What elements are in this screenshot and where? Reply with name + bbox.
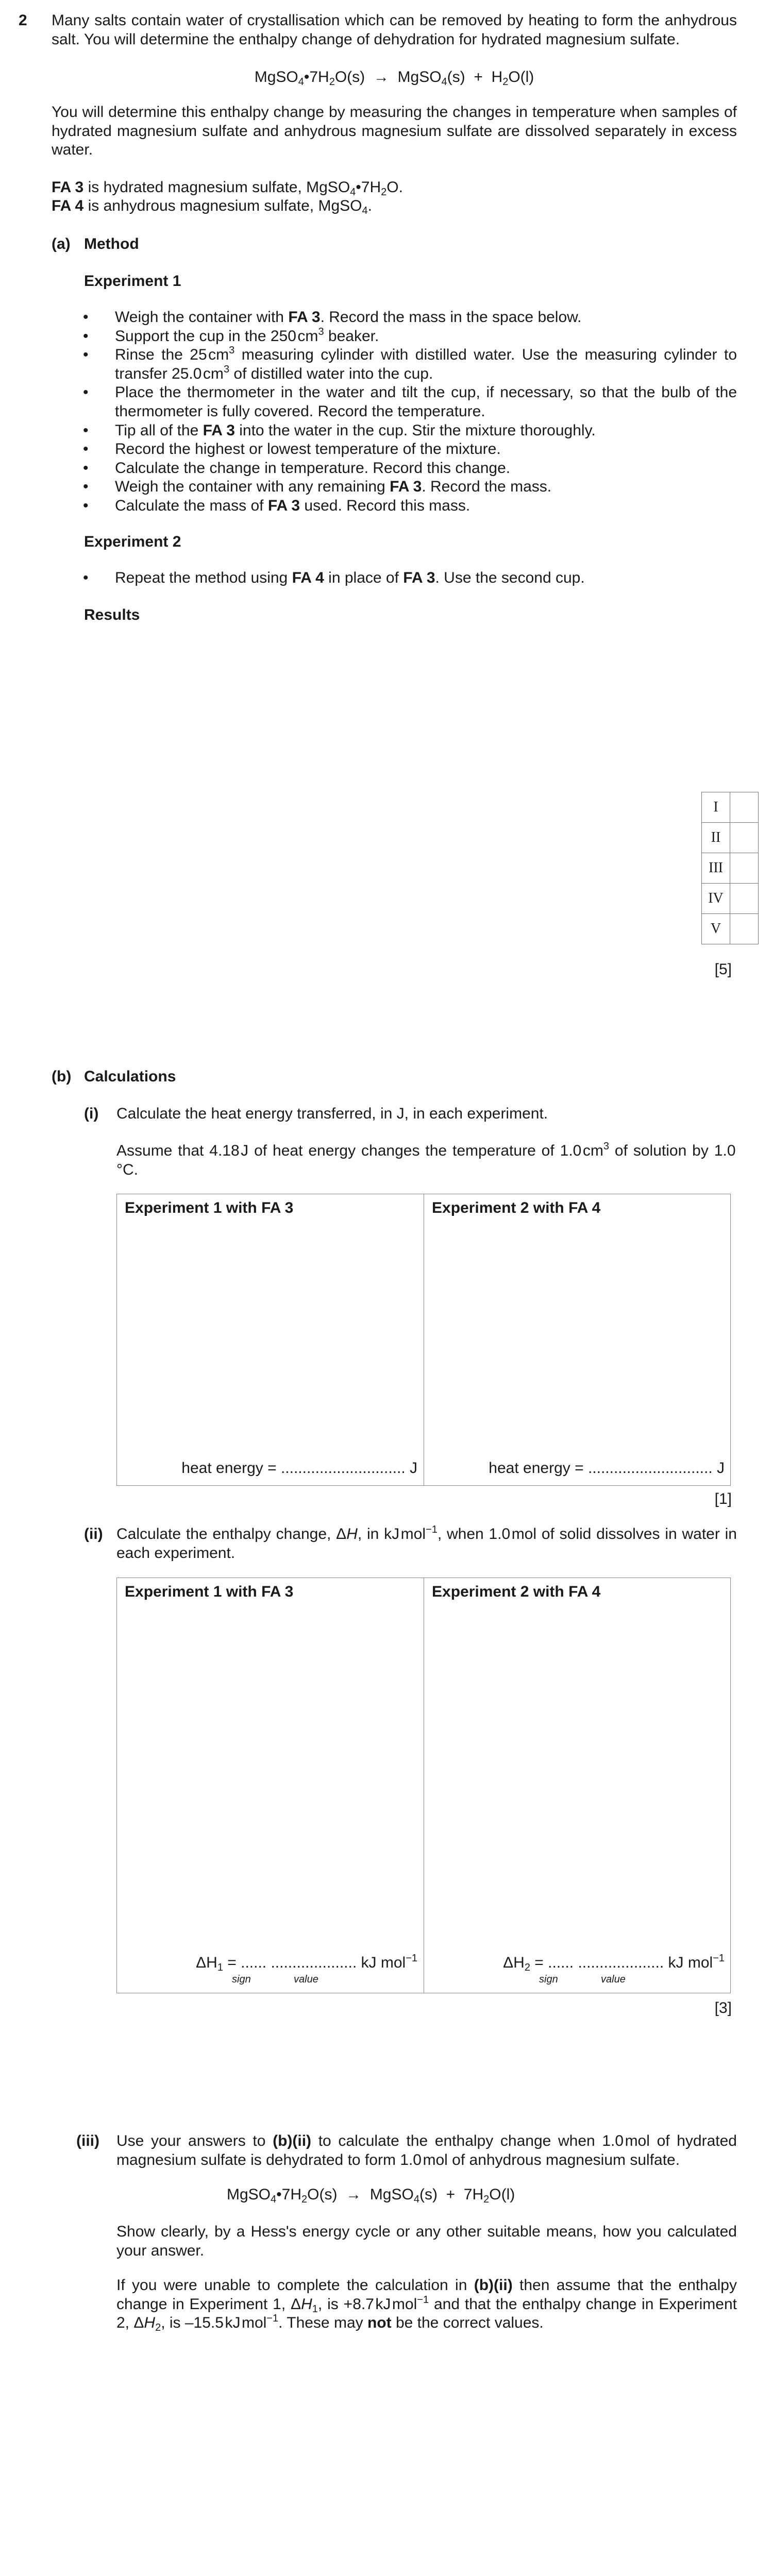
equation-dehydration-2: $MgSO_4•7H_2O(s)$ → MgSO$_4$(s) + $7H_2O(l)$ [227, 2186, 515, 2205]
part-biii-text: Use your answers to (b)(ii) to calculate the enthalpy change when 1.0 mol of hydrated magnesium sulfate is dehydrated to form 1.0 mol of anhydrous magnesium sulfate. [116, 2132, 737, 2168]
list-item: • Rinse the 25 $cm^3$ measuring cylinder with distilled water. Use the measuring cylinder to transfer 25.0 $cm^3$ of distilled water into the cup. [84, 346, 737, 383]
part-b-label: (b) [52, 1068, 72, 1085]
part-biii-fallback: If you were unable to complete the calculation in (b)(ii) then assume that the enthalpy change in Experiment 1, $\Delta H_1$, is +8.7 kJ mol$^{-1}$ and that the enthalpy change in Experiment 2, $\Delta H_2$, is –15.5 kJ mol$^{-1}$. These may not be the correct values. [116, 2277, 737, 2334]
list-item: • Calculate the change in temperature. Record this change. [84, 459, 737, 478]
mark-label: III [702, 853, 730, 884]
mark-box [730, 823, 759, 853]
intro-method: You will determine this enthalpy change by measuring the changes in temperature when samples of hydrated magnesium sulfate and anhydrous magnesium sulfate are dissolved separately in excess water. [52, 104, 737, 159]
list-item: • Weigh the container with any remaining FA 3. Record the mass. [84, 478, 737, 497]
mark-label: IV [702, 884, 730, 914]
table-row [702, 914, 759, 944]
part-bii-text: Calculate the enthalpy change, ΔH, in kJ mol$^{-1}$, when 1.0 mol of solid dissolves in water in each experiment. [116, 1524, 737, 1562]
bi-col2-heading: Experiment 2 with FA 4 [432, 1199, 601, 1216]
heat-energy-exp1-answer[interactable]: heat energy = ............................. J [181, 1460, 417, 1477]
marks-a: [5] [714, 961, 732, 978]
table-row [702, 792, 759, 823]
part-bi-text: Calculate the heat energy transferred, in J, in each experiment. [116, 1105, 548, 1122]
results-answer-space[interactable] [84, 629, 702, 783]
list-item: • Place the thermometer in the water and tilt the cup, if necessary, so that the bulb of the thermometer is fully covered. Record the temperature. [84, 383, 737, 421]
mark-box [730, 914, 759, 944]
list-item: • Repeat the method using FA 4 in place of FA 3. Use the second cup. [84, 569, 737, 588]
marks-bii: [3] [714, 1999, 732, 2016]
list-item: • Record the highest or lowest temperature of the mixture. [84, 440, 737, 459]
list-item: • Support the cup in the 250 $cm^3$ beaker. [84, 327, 737, 346]
question-intro: Many salts contain water of crystallisation which can be removed by heating to form the anhydrous salt. You will determine the enthalpy change of dehydration for hydrated magnesium sulfate. [52, 12, 737, 48]
delta-h1-answer[interactable]: $\Delta H_1$ = ...... .................... kJ mol$^{-1}$ [196, 1953, 417, 1973]
hess-cycle-working-space[interactable] [116, 2349, 730, 2576]
exp2-steps [84, 569, 737, 588]
fa3-definition: FA 3 is hydrated magnesium sulfate, $MgSO_4•7H_2O$. [52, 179, 403, 198]
bi-col1-heading: Experiment 1 with FA 3 [125, 1199, 294, 1216]
fa4-definition: FA 4 is anhydrous magnesium sulfate, MgSO$_4$. [52, 197, 372, 216]
part-bi-assumption: Assume that 4.18 J of heat energy changes the temperature of 1.0 $cm^3$ of solution by 1.0 °C. [116, 1141, 737, 1178]
sign-caption: sign [232, 1974, 251, 1985]
table-row [702, 884, 759, 914]
part-b-title: Calculations [84, 1068, 176, 1085]
equation-dehydration: $MgSO_4•7H_2O(s)$ → MgSO$_4$(s) + $H_2O(l)$ [254, 69, 534, 88]
value-caption: value [294, 1974, 318, 1985]
exp2-title: Experiment 2 [84, 533, 181, 550]
marks-bi: [1] [714, 1490, 732, 1507]
mark-label: II [702, 823, 730, 853]
bii-col2-heading: Experiment 2 with FA 4 [432, 1583, 601, 1600]
part-biii-show: Show clearly, by a Hess's energy cycle or any other suitable means, how you calculated your answer. [116, 2223, 737, 2259]
sign-caption: sign [539, 1974, 558, 1985]
mark-label: V [702, 914, 730, 944]
part-bii-label: (ii) [84, 1526, 103, 1543]
list-item: • Calculate the mass of FA 3 used. Record this mass. [84, 497, 737, 516]
part-bi-label: (i) [84, 1105, 99, 1122]
part-a-label: (a) [52, 235, 71, 252]
mark-box [730, 884, 759, 914]
bii-col1-heading: Experiment 1 with FA 3 [125, 1583, 294, 1600]
delta-h2-answer[interactable]: $\Delta H_2$ = ...... .................... kJ mol$^{-1}$ [503, 1953, 725, 1973]
exp1-steps [84, 308, 737, 516]
part-a-title: Method [84, 235, 139, 252]
mark-box [730, 853, 759, 884]
part-biii-label: (iii) [76, 2132, 99, 2149]
mark-box [730, 792, 759, 823]
question-number: 2 [19, 12, 27, 29]
exp1-title: Experiment 1 [84, 273, 181, 290]
results-title: Results [84, 606, 140, 623]
table-row [702, 853, 759, 884]
heat-energy-exp2-answer[interactable]: heat energy = ............................. J [489, 1460, 725, 1477]
value-caption: value [601, 1974, 626, 1985]
list-item: • Weigh the container with FA 3. Record the mass in the space below. [84, 308, 737, 327]
marks-table [701, 792, 759, 944]
mark-label: I [702, 792, 730, 823]
table-row [702, 823, 759, 853]
list-item: • Tip all of the FA 3 into the water in the cup. Stir the mixture thoroughly. [84, 421, 737, 440]
